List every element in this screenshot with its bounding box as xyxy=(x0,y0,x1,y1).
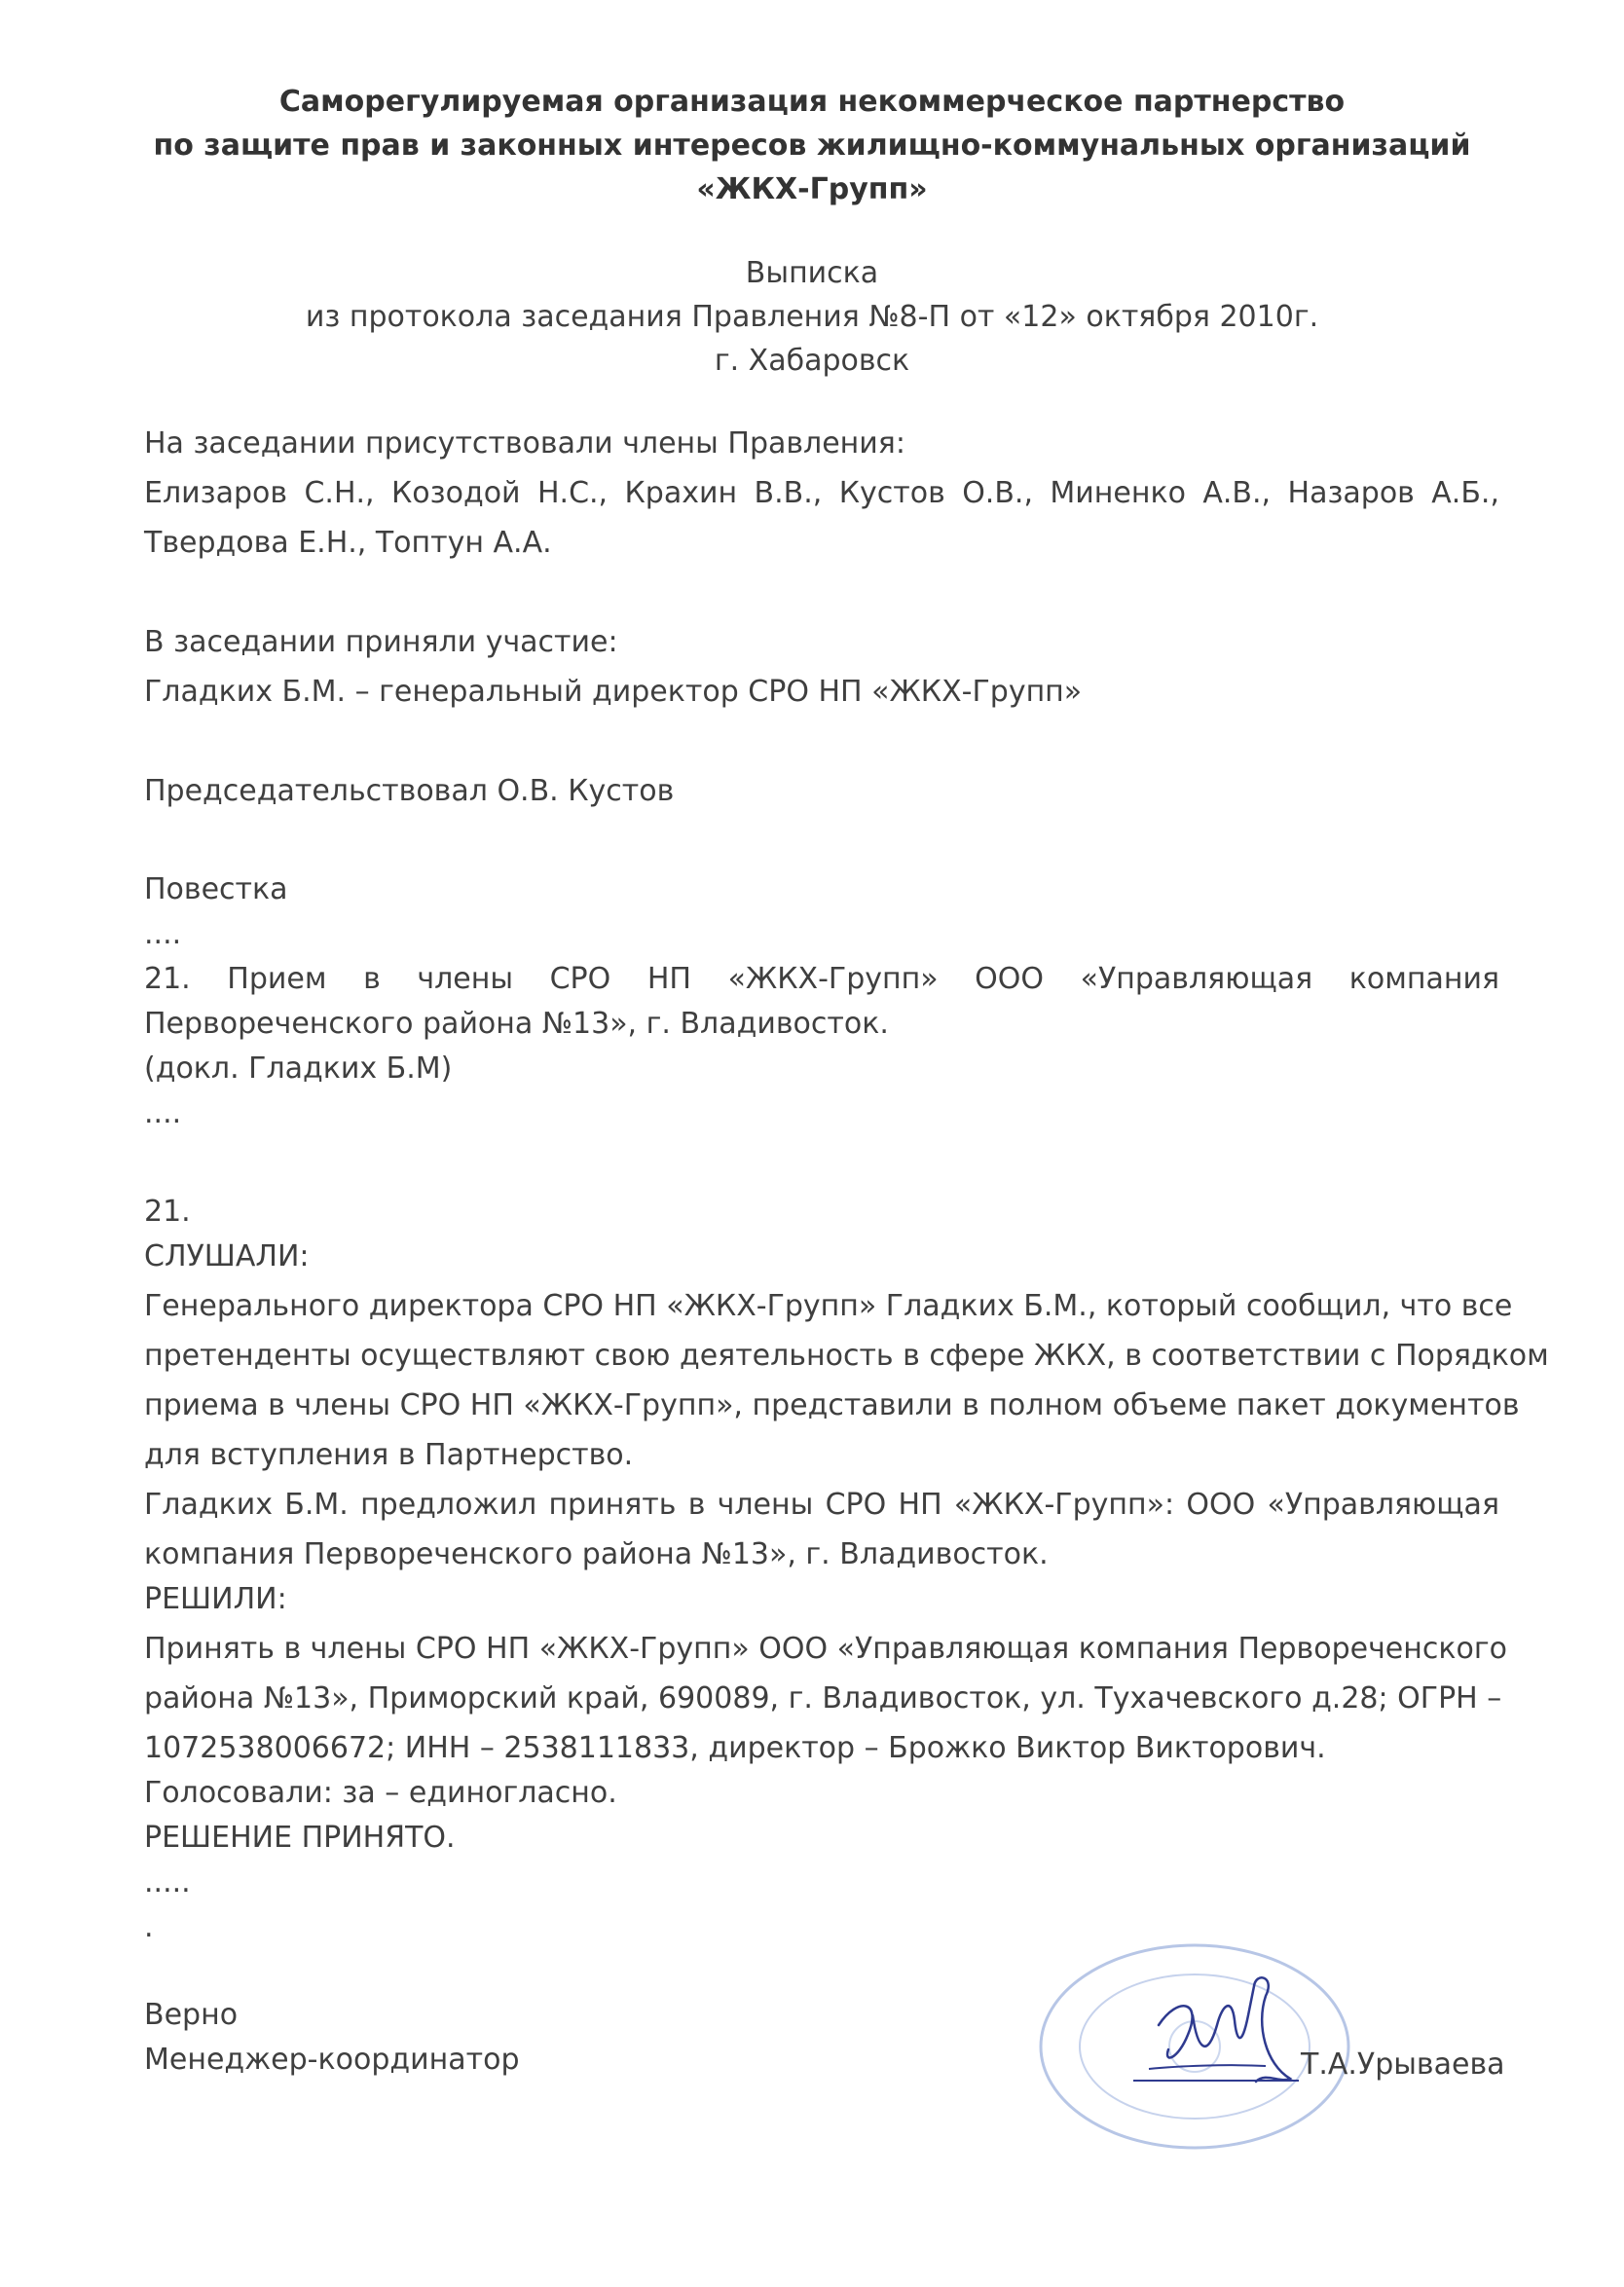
heard-label: СЛУШАЛИ: xyxy=(144,1239,310,1273)
participants-intro: В заседании приняли участие: xyxy=(144,625,618,659)
vote-line: Голосовали: за – единогласно. xyxy=(144,1776,617,1810)
extract-title: Выписка xyxy=(745,256,879,290)
result-line: РЕШЕНИЕ ПРИНЯТО. xyxy=(144,1821,456,1855)
heard-line-4: для вступления в Партнерство. xyxy=(144,1438,634,1472)
agenda-ellipsis-1: .... xyxy=(144,917,182,951)
proposal-line-1: Гладких Б.М. предложил принять в члены СРО НП «ЖКХ-Групп»: ООО «Управляющая xyxy=(144,1488,1499,1522)
heard-line-1: Генерального директора СРО НП «ЖКХ-Групп» Гладких Б.М., который сообщил, что все xyxy=(144,1289,1513,1323)
decided-label: РЕШИЛИ: xyxy=(144,1582,287,1616)
attendees-line-2: Твердова Е.Н., Топтун А.А. xyxy=(144,526,552,560)
agenda-title: Повестка xyxy=(144,872,288,906)
header-line-3: «ЖКХ-Групп» xyxy=(696,172,928,206)
extract-heading xyxy=(0,251,1624,383)
heard-line-3: приема в члены СРО НП «ЖКХ-Групп», представили в полном объеме пакет документов xyxy=(144,1388,1520,1422)
signature-line xyxy=(1133,2080,1299,2082)
heard-line-2: претенденты осуществляют свою деятельность в сфере ЖКХ, в соответствии с Порядком xyxy=(144,1339,1549,1373)
decision-number: 21. xyxy=(144,1195,191,1229)
agenda-item-line-1: 21. Прием в члены СРО НП «ЖКХ-Групп» ООО «Управляющая компания xyxy=(144,962,1499,996)
agenda-ellipsis-2: .... xyxy=(144,1096,182,1130)
header-line-2: по защите прав и законных интересов жилищно-коммунальных организаций xyxy=(153,129,1471,163)
signer-name: Т.А.Урываева xyxy=(1301,2047,1505,2082)
certified-label: Верно xyxy=(144,1998,239,2032)
proposal-line-2: компания Первореченского района №13», г. Владивосток. xyxy=(144,1537,1049,1571)
decision-ellipsis: ..... xyxy=(144,1865,191,1900)
extract-subtitle: из протокола заседания Правления №8-П от «12» октября 2010г. xyxy=(305,300,1319,334)
position-label: Менеджер-координатор xyxy=(144,2043,520,2077)
decided-line-1: Принять в члены СРО НП «ЖКХ-Групп» ООО «Управляющая компания Первореченского xyxy=(144,1632,1507,1666)
attendees-line-1: Елизаров С.Н., Козодой Н.С., Крахин В.В., Кустов О.В., Миненко А.В., Назаров А.Б., xyxy=(144,476,1499,510)
decided-line-2: района №13», Приморский край, 690089, г. Владивосток, ул. Тухачевского д.28; ОГРН – xyxy=(144,1681,1502,1715)
participants-line-1: Гладких Б.М. – генеральный директор СРО НП «ЖКХ-Групп» xyxy=(144,675,1083,709)
agenda-item-line-3: (докл. Гладких Б.М) xyxy=(144,1051,453,1086)
header-line-1: Саморегулируемая организация некоммерческое партнерство xyxy=(278,85,1346,119)
extract-city: г. Хабаровск xyxy=(714,344,910,378)
organization-header xyxy=(0,80,1624,211)
agenda-item-line-2: Первореченского района №13», г. Владивосток. xyxy=(144,1007,889,1041)
chairman-line: Председательствовал О.В. Кустов xyxy=(144,774,675,808)
decision-dot: . xyxy=(144,1910,154,1944)
decided-line-3: 1072538006672; ИНН – 2538111833, директор – Брожко Виктор Викторович. xyxy=(144,1731,1326,1765)
attendees-intro: На заседании присутствовали члены Правления: xyxy=(144,426,905,461)
